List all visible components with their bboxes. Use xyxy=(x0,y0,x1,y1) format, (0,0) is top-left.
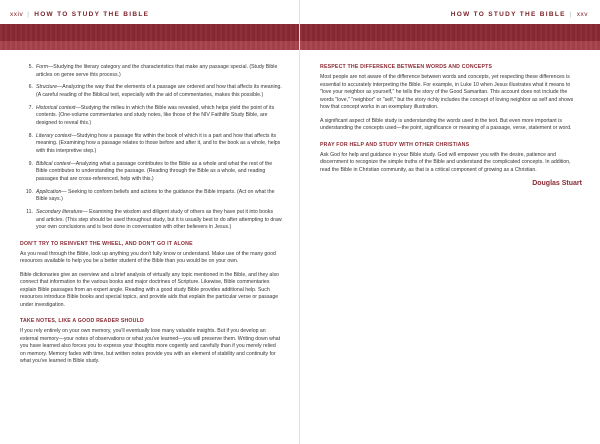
left-content xyxy=(20,64,282,372)
body-paragraph: As you read through the Bible, look up anything you don't fully know or understand. Make use of the many good resources available to help you be a better student of the Bible than you would be on your own. xyxy=(20,250,276,265)
body-paragraph: If you rely entirely on your own memory, you'll eventually lose many valuable insights. But if you develop an external memory—your notes of observations or what you've learned—you will preserve them. Writing down what you have learned also forces you to express your thoughts more cogently and carefully than if you merely relied on memory. Memory fades with time, but written notes provide you with an element of stability and continuity for what you've learned in Bible study. xyxy=(20,328,281,365)
right-header-band xyxy=(300,24,600,50)
running-head-separator: | xyxy=(569,11,573,18)
author-signature: Douglas Stuart xyxy=(532,180,582,187)
right-page-number: xxv xyxy=(576,11,588,18)
list-item: 7. Historical context—Studying the milieu in which the Bible was revealed, which helps yield the point of its contents. (One-volume commentaries and study notes, like those of the NIV Faithlife Study Bible, are designed to reveal this.) xyxy=(28,104,275,126)
section-heading: RESPECT THE DIFFERENCE BETWEEN WORDS AND CONCEPTS xyxy=(320,64,493,70)
section-heading: PRAY FOR HELP AND STUDY WITH OTHER CHRISTIANS xyxy=(320,141,470,148)
body-paragraph: Most people are not aware of the difference between words and concepts, yet respecting these differences is essential to accurately interpreting the Bible. For example, in Luke 10 when Jesus illustrates what it means to "love your neighbor as yourself," he tells the story of the Good Samaritan. This account does not include the words "love," "neighbor" or "self," but the story richly includes the concept of loving neighbor as self and shows how that concept works in an exemplary illustration. xyxy=(320,74,574,110)
right-page xyxy=(300,0,600,444)
body-paragraph: Bible dictionaries give an overview and a brief analysis of virtually any topic mentioned in the Bible, and they also connect that information to the various books and major doctrines of Scripture. Likewise, Bible commentaries explain Bible passages from an expert angle. Reading with a good study Bible provides additional help. Such resources introduce Bible books and special topics, and provide aids that explain the particular verse or passage under investigation. xyxy=(20,271,279,308)
body-paragraph: A significant aspect of Bible study is understanding the words used in the text. But even more important is understanding the concepts used—the point, significance or meaning of a passage, verse, statement or word. xyxy=(320,117,572,131)
right-running-head-title: HOW TO STUDY THE BIBLE xyxy=(450,11,566,18)
right-running-head xyxy=(451,11,588,18)
list-item: 10. Application— Seeking to conform beliefs and actions to the guidance the Bible imparts. (Act on what the Bible says.) xyxy=(25,188,275,203)
list-item: 8. Literary context—Studying how a passage fits within the book of which it is a part and how that affects its meaning. (Examining how a passage relates to those before and after it, and to the book as a whole, helps with this interpretive step.) xyxy=(28,132,281,154)
running-head-separator: | xyxy=(27,11,31,18)
list-item: 6. Structure—Analyzing the way that the elements of a passage are ordered and how that affects its meaning. (A careful reading of the Biblical text, especially with the aid of commentaries, makes this possible.) xyxy=(28,84,282,98)
left-header-band xyxy=(0,24,300,50)
list-item: 5. Form—Studying the literary category and the characteristics that make any passage special. (Study Bible articles on genre serve this process.) xyxy=(28,64,278,78)
left-running-head xyxy=(10,11,149,18)
left-running-head-title: HOW TO STUDY THE BIBLE xyxy=(34,11,150,18)
body-paragraph: Ask God for help and guidance in your Bible study. God will empower you with the desire, patience and discernment to recognize the simple truths of the Bible and understand the complicated concepts. In addition, read the Bible in Christian community, as that is a critical component of growing as a Christian. xyxy=(320,151,571,173)
section-heading: TAKE NOTES, LIKE A GOOD READER SHOULD xyxy=(20,318,144,325)
list-item: 11. Secondary literature— Examining the wisdom and diligent study of others as they have put it into books and articles. (This step should be used throughout study, but it is usually best to do after attempting to draw your own conclusions and is best done in conversation with other believers in Jesus.) xyxy=(26,209,282,231)
list-item: 9. Biblical context—Analyzing what a passage contributes to the Bible as a whole and what the rest of the Bible contributes to understanding the passage. (Reading through the Bible as a whole, and reading passages that are cross-referenced, help with this.) xyxy=(28,160,273,182)
study-steps-list xyxy=(20,64,282,232)
right-content xyxy=(320,64,582,187)
left-page-number: xxiv xyxy=(10,11,24,18)
section-heading: DON'T TRY TO REINVENT THE WHEEL, AND DON'T GO IT ALONE xyxy=(20,240,193,247)
